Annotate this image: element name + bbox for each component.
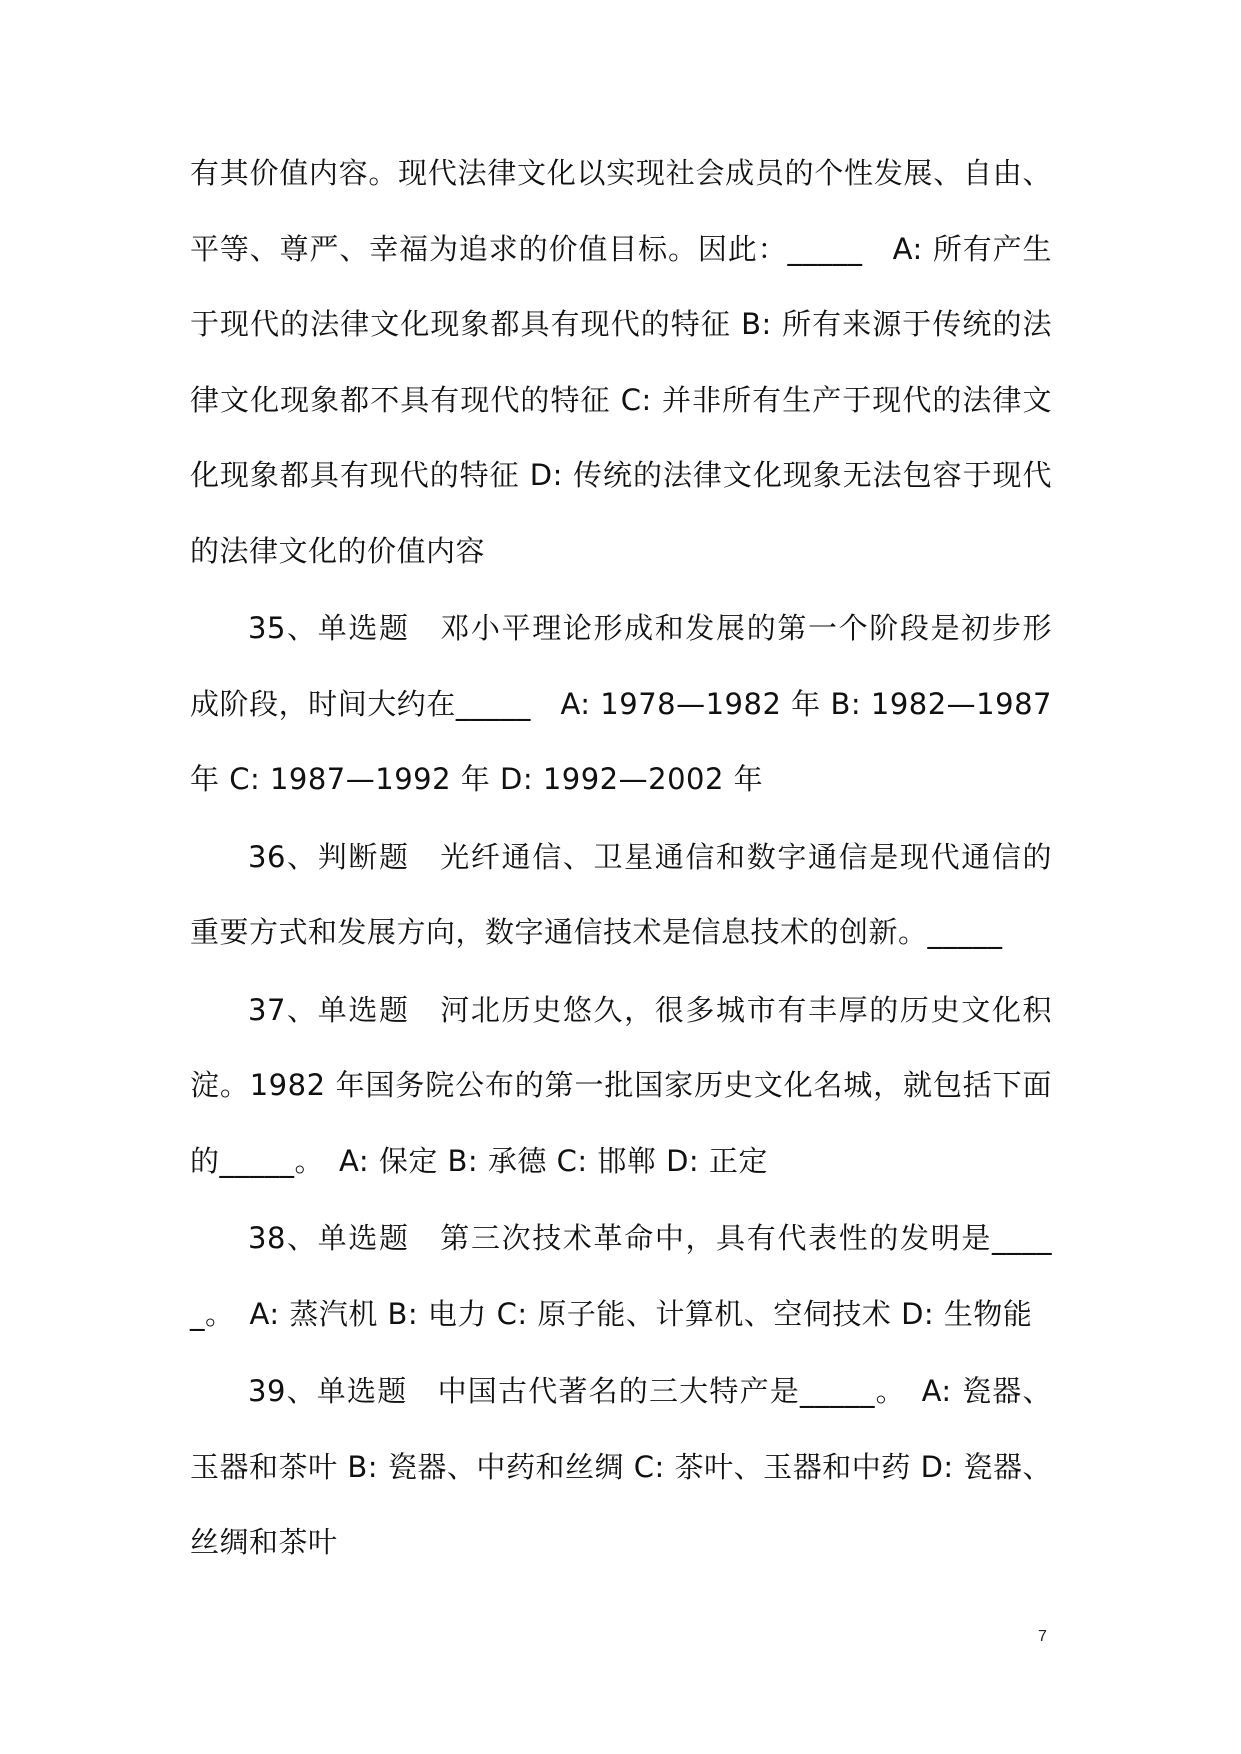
question-37: 37、单选题 河北历史悠久，很多城市有丰厚的历史文化积淀。1982 年国务院公布的第一批国家历史文化名城，就包括下面的_____。 A: 保定 B: 承德 C: 邯郸 D: 正定 bbox=[190, 992, 1052, 1178]
question-38: 38、单选题 第三次技术革命中，具有代表性的发明是_____。 A: 蒸汽机 B: 电力 C: 原子能、计算机、空伺技术 D: 生物能 bbox=[190, 1221, 1052, 1331]
question-36: 36、判断题 光纤通信、卫星通信和数字通信是现代通信的重要方式和发展方向，数字通信技术是信息技术的创新。_____ bbox=[190, 839, 1052, 949]
question-34-continuation: 有其价值内容。现代法律文化以实现社会成员的个性发展、自由、平等、尊严、幸福为追求的价值目标。因此：_____ A: 所有产生于现代的法律文化现象都具有现代的特征 B: 所有来源于传统的法律文化现象都不具有现代的特征 C: 并非所有生产于现代的法律文化现象都具有现代的特征 D: 传统的法律文化现象无法包容于现代的法律文化的价值内容 bbox=[190, 156, 1052, 568]
question-39: 39、单选题 中国古代著名的三大特产是_____。 A: 瓷器、玉器和茶叶 B: 瓷器、中药和丝绸 C: 茶叶、玉器和中药 D: 瓷器、丝绸和茶叶 bbox=[190, 1374, 1052, 1559]
page-content bbox=[190, 136, 1052, 1583]
page-number: 7 bbox=[1038, 1628, 1047, 1645]
question-35: 35、单选题 邓小平理论形成和发展的第一个阶段是初步形成阶段，时间大约在_____ A: 1978—1982 年 B: 1982—1987 年 C: 1987—1992 年 D: 1992—2002 年 bbox=[190, 611, 1052, 796]
